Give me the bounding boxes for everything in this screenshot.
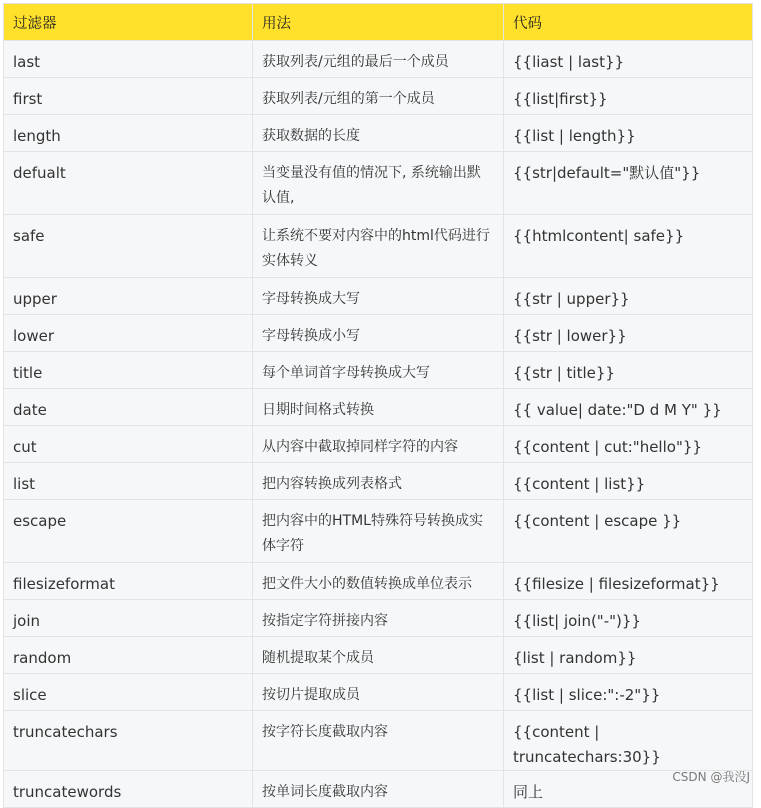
cell-code: 同上 bbox=[504, 771, 753, 808]
table-row bbox=[4, 500, 753, 563]
table-row bbox=[4, 78, 753, 115]
cell-filter: truncatechars bbox=[4, 711, 253, 771]
filter-table-container bbox=[3, 3, 752, 808]
cell-filter: join bbox=[4, 600, 253, 637]
cell-usage: 把内容中的HTML特殊符号转换成实体字符 bbox=[253, 500, 504, 563]
table-row bbox=[4, 215, 753, 278]
cell-usage: 把文件大小的数值转换成单位表示 bbox=[253, 563, 504, 600]
table-row bbox=[4, 463, 753, 500]
cell-filter: safe bbox=[4, 215, 253, 278]
table-row bbox=[4, 389, 753, 426]
table-row bbox=[4, 600, 753, 637]
csdn-watermark: CSDN @我没J bbox=[672, 770, 750, 784]
cell-filter: upper bbox=[4, 278, 253, 315]
cell-usage: 字母转换成大写 bbox=[253, 278, 504, 315]
table-row bbox=[4, 41, 753, 78]
cell-usage: 按切片提取成员 bbox=[253, 674, 504, 711]
cell-filter: escape bbox=[4, 500, 253, 563]
cell-usage: 从内容中截取掉同样字符的内容 bbox=[253, 426, 504, 463]
cell-code: {{list|first}} bbox=[504, 78, 753, 115]
cell-usage: 按指定字符拼接内容 bbox=[253, 600, 504, 637]
cell-filter: random bbox=[4, 637, 253, 674]
cell-code: {list | random}} bbox=[504, 637, 753, 674]
cell-usage: 随机提取某个成员 bbox=[253, 637, 504, 674]
table-row bbox=[4, 352, 753, 389]
cell-code: {{liast | last}} bbox=[504, 41, 753, 78]
cell-filter: filesizeformat bbox=[4, 563, 253, 600]
cell-usage: 获取列表/元组的第一个成员 bbox=[253, 78, 504, 115]
table-row bbox=[4, 426, 753, 463]
cell-usage: 让系统不要对内容中的html代码进行实体转义 bbox=[253, 215, 504, 278]
cell-code: {{list | slice:":-2"}} bbox=[504, 674, 753, 711]
cell-filter: slice bbox=[4, 674, 253, 711]
cell-usage: 按单词长度截取内容 bbox=[253, 771, 504, 808]
table-row bbox=[4, 315, 753, 352]
table-row bbox=[4, 674, 753, 711]
cell-code: {{content | truncatechars:30}} bbox=[504, 711, 753, 771]
cell-usage: 按字符长度截取内容 bbox=[253, 711, 504, 771]
table-row bbox=[4, 711, 753, 771]
cell-filter: cut bbox=[4, 426, 253, 463]
cell-filter: length bbox=[4, 115, 253, 152]
cell-filter: title bbox=[4, 352, 253, 389]
cell-usage: 把内容转换成列表格式 bbox=[253, 463, 504, 500]
cell-code: {{str | lower}} bbox=[504, 315, 753, 352]
cell-filter: last bbox=[4, 41, 253, 78]
cell-usage: 字母转换成小写 bbox=[253, 315, 504, 352]
cell-usage: 获取列表/元组的最后一个成员 bbox=[253, 41, 504, 78]
cell-code: {{content | cut:"hello"}} bbox=[504, 426, 753, 463]
cell-filter: truncatewords bbox=[4, 771, 253, 808]
cell-code: {{htmlcontent| safe}} bbox=[504, 215, 753, 278]
table-row bbox=[4, 563, 753, 600]
cell-code: {{str | upper}} bbox=[504, 278, 753, 315]
filter-table bbox=[3, 3, 753, 808]
cell-code: {{filesize | filesizeformat}} bbox=[504, 563, 753, 600]
table-row bbox=[4, 771, 753, 808]
cell-filter: date bbox=[4, 389, 253, 426]
table-row bbox=[4, 115, 753, 152]
cell-code: {{content | list}} bbox=[504, 463, 753, 500]
cell-filter: first bbox=[4, 78, 253, 115]
cell-code: {{list| join("-")}} bbox=[504, 600, 753, 637]
header-filter: 过滤器 bbox=[4, 4, 253, 41]
cell-code: {{content | escape }} bbox=[504, 500, 753, 563]
header-usage: 用法 bbox=[253, 4, 504, 41]
cell-usage: 日期时间格式转换 bbox=[253, 389, 504, 426]
cell-usage: 获取数据的长度 bbox=[253, 115, 504, 152]
cell-code: {{ value| date:"D d M Y" }} bbox=[504, 389, 753, 426]
cell-filter: list bbox=[4, 463, 253, 500]
cell-usage: 每个单词首字母转换成大写 bbox=[253, 352, 504, 389]
cell-filter: lower bbox=[4, 315, 253, 352]
cell-code: {{list | length}} bbox=[504, 115, 753, 152]
table-row bbox=[4, 278, 753, 315]
table-header-row bbox=[4, 4, 753, 41]
cell-code: {{str | title}} bbox=[504, 352, 753, 389]
cell-code: {{str|default="默认值"}} bbox=[504, 152, 753, 215]
table-row bbox=[4, 637, 753, 674]
table-row bbox=[4, 152, 753, 215]
cell-filter: defualt bbox=[4, 152, 253, 215]
header-code: 代码 bbox=[504, 4, 753, 41]
cell-usage: 当变量没有值的情况下, 系统输出默认值, bbox=[253, 152, 504, 215]
